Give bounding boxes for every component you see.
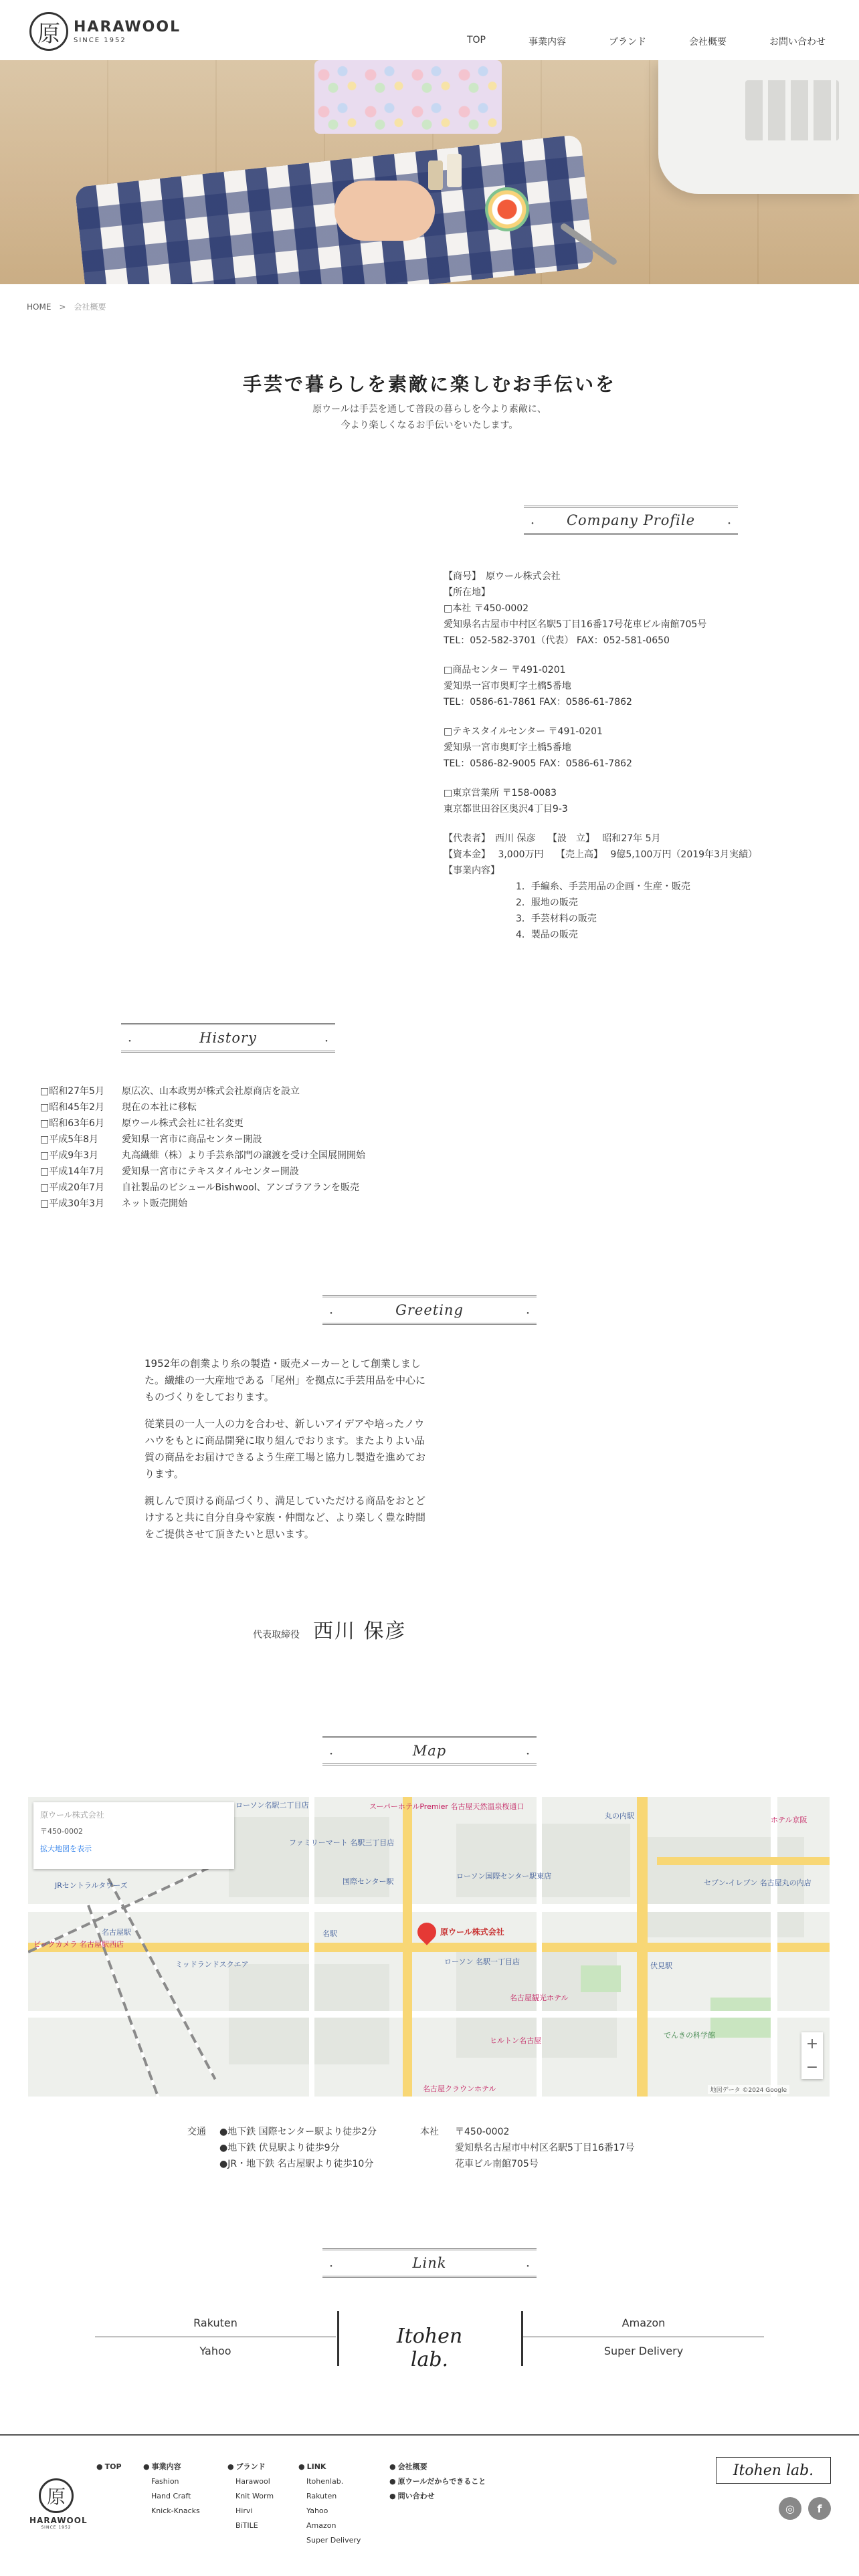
list-item: □平成30年3月 ネット販売開始	[40, 1198, 187, 1209]
profile-line: 愛知県一宮市奥町字土橋5番地	[444, 681, 571, 691]
list-item: 1．手編糸、手芸用品の企画・生産・販売	[516, 881, 690, 892]
logo-name: HARAWOOL	[74, 19, 181, 35]
nav-contact[interactable]: お問い合わせ	[769, 37, 826, 47]
footer-link[interactable]: Hand Craft	[151, 2492, 191, 2500]
logo-mark: 原	[29, 12, 68, 51]
page-catch-text: 原ウールは手芸を通して普段の暮らしを今より素敵に、 今より楽しくなるお手伝いをいたします。	[312, 404, 547, 431]
footer-itohen-button[interactable]: Itohen lab.	[716, 2457, 831, 2484]
list-item: □平成14年7月 愛知県一宮市にテキスタイルセンター開設	[40, 1166, 299, 1177]
thread-spool	[428, 160, 443, 190]
google-map[interactable]	[28, 1797, 830, 2097]
profile-line: 【代表者】 西川 保彦 【設 立】 昭和27年 5月	[444, 833, 661, 844]
footer-link[interactable]: BiTILE	[235, 2521, 258, 2530]
link-yahoo[interactable]: Yahoo	[199, 2345, 231, 2357]
profile-line: TEL：052-582-3701（代表） FAX：052-581-0650	[444, 635, 670, 646]
zoom-in-button[interactable]: +	[805, 2036, 819, 2052]
map-credit: 地図データ ©2024 Google	[708, 2085, 789, 2094]
link-rakuten[interactable]: Rakuten	[193, 2317, 237, 2329]
map-label: 伏見駅	[650, 1961, 672, 1970]
access-line: ●地下鉄 国際センター駅より徒歩2分	[219, 2127, 377, 2137]
external-links	[95, 2311, 764, 2370]
site-logo[interactable]	[29, 12, 181, 51]
breadcrumb-home[interactable]: HOME	[27, 302, 52, 312]
access-info	[187, 2124, 635, 2172]
profile-line: 【資本金】 3,000万円 【売上高】 9億5,100万円（2019年3月実績）	[444, 849, 757, 860]
global-nav	[424, 35, 826, 48]
map-card-address: 〒450-0002	[40, 1827, 83, 1836]
section-title-history: ・ History ・	[121, 1023, 335, 1053]
breadcrumb-current: 会社概要	[74, 302, 106, 312]
map-card-title: 原ウール株式会社	[40, 1810, 104, 1820]
map-label: ミッドランドスクエア	[175, 1960, 249, 1969]
footer-link[interactable]: Harawool	[235, 2477, 270, 2486]
greeting-paragraph: 1952年の創業より糸の製造・販売メーカーとして創業しました。繊維の一大産地である「尾州」を拠点に手芸用品を中心にものづくりをしております。	[145, 1358, 426, 1403]
map-label: スーパーホテルPremier 名古屋天然温泉桜通口	[369, 1802, 524, 1811]
section-title-greeting: ・ Greeting ・	[322, 1295, 537, 1325]
section-title-map: ・ Map ・	[322, 1736, 537, 1765]
section-title-profile: ・ Company Profile ・	[524, 506, 738, 535]
thread-spool	[447, 154, 462, 187]
nav-top[interactable]: TOP	[466, 35, 486, 45]
hero-image	[0, 60, 859, 284]
link-super-delivery[interactable]: Super Delivery	[603, 2345, 684, 2357]
site-footer	[0, 2434, 859, 2576]
map-label: 名古屋観光ホテル	[510, 1994, 569, 2002]
footer-logo[interactable]: 原 HARAWOOL SINCE 1952	[29, 2478, 83, 2530]
footer-link-can[interactable]: ● 原ウールだからできること	[389, 2474, 486, 2489]
chevron-right-icon: >	[59, 302, 66, 312]
profile-line: 愛知県一宮市奥町字土橋5番地	[444, 742, 571, 753]
map-label: セブン-イレブン 名古屋丸の内店	[704, 1879, 812, 1887]
profile-line: TEL：0586-82-9005 FAX：0586-61-7862	[444, 758, 632, 769]
list-item: □平成20年7月 自社製品のビシュールBishwool、アンゴラアランを販売	[40, 1182, 360, 1193]
breadcrumb	[27, 301, 106, 312]
list-item: 2．服地の販売	[516, 897, 578, 908]
map-label: ローソン 名駅一丁目店	[444, 1957, 520, 1966]
map-label: 名古屋クラウンホテル	[423, 2084, 496, 2093]
map-label: ファミリーマート 名駅三丁目店	[289, 1838, 395, 1847]
access-line: ●JR・地下鉄 名古屋駅より徒歩10分	[219, 2159, 374, 2169]
map-info-card	[33, 1802, 234, 1869]
map-label: JRセントラルタワーズ	[55, 1881, 128, 1890]
profile-line: □商品センター 〒491-0201	[444, 665, 566, 675]
address-line: 愛知県名古屋市中村区名駅5丁目16番17号	[455, 2143, 635, 2153]
access-line: ●地下鉄 伏見駅より徒歩9分	[219, 2143, 340, 2153]
map-enlarge-link[interactable]: 拡大地図を表示	[40, 1844, 92, 1853]
list-item: □平成5年8月 愛知県一宮市に商品センター開設	[40, 1134, 262, 1145]
footer-link-top[interactable]: ● TOP	[96, 2460, 122, 2474]
greeting-text	[145, 1356, 425, 1553]
site-header	[0, 0, 859, 60]
pin-cushion	[485, 187, 529, 231]
map-label: 国際センター駅	[343, 1877, 394, 1886]
map-zoom-control	[801, 2032, 823, 2079]
page-catch-title: 手芸で暮らしを素敵に楽しむお手伝いを	[242, 373, 616, 395]
greeting-paragraph: 親しんで頂ける商品づくり、満足していただける商品をおとどけすると共に自分自身や家族・仲間など、より楽しく豊な時間をご提供させて頂きたいと思います。	[145, 1495, 426, 1540]
footer-link[interactable]: Super Delivery	[306, 2536, 361, 2545]
history-list	[40, 1083, 365, 1212]
profile-line: 愛知県名古屋市中村区名駅5丁目16番17号花車ビル南館705号	[444, 619, 707, 630]
greeting-paragraph: 従業員の一人一人の力を合わせ、新しいアイデアや培ったノウハウをもとに商品開発に取り組んでおります。またよりよい品質の商品をお届けできるよう生産工場と協力し製造を進めております。	[145, 1418, 426, 1480]
company-profile	[444, 568, 818, 943]
link-amazon[interactable]: Amazon	[622, 2317, 666, 2329]
nav-business[interactable]: 事業内容	[529, 37, 566, 47]
zoom-out-button[interactable]: −	[805, 2059, 819, 2076]
sewing-machine	[658, 60, 859, 194]
map-marker-label: 原ウール株式会社	[440, 1927, 504, 1937]
profile-line: □テキスタイルセンター 〒491-0201	[444, 726, 603, 737]
map-label: 名駅	[322, 1929, 337, 1938]
footer-link[interactable]: Yahoo	[306, 2506, 328, 2515]
greeting-signature	[253, 1614, 407, 1644]
list-item: □平成9年3月 丸高繊維（株）より手芸糸部門の譲渡を受け全国展開開始	[40, 1150, 365, 1161]
footer-link-business[interactable]: ● 事業内容	[143, 2460, 200, 2474]
map-label: 名古屋駅	[102, 1928, 131, 1937]
footer-link[interactable]: Knick-Knacks	[151, 2506, 200, 2515]
nav-company[interactable]: 会社概要	[689, 37, 727, 47]
map-label: ホテル京阪	[771, 1816, 807, 1824]
address-line: 花車ビル南館705号	[455, 2159, 539, 2169]
profile-line: □本社 〒450-0002	[444, 603, 529, 614]
list-item: 3．手芸材料の販売	[516, 914, 597, 924]
footer-link-link[interactable]: ● LINK	[298, 2460, 361, 2474]
logo-since: SINCE 1952	[74, 37, 126, 44]
facebook-icon[interactable]: f	[808, 2497, 831, 2520]
address-label: 本社	[420, 2127, 439, 2137]
profile-line: TEL：0586-61-7861 FAX：0586-61-7862	[444, 697, 632, 708]
instagram-icon[interactable]: ◎	[779, 2497, 801, 2520]
business-list	[444, 879, 818, 943]
profile-line: 東京都世田谷区奥沢4丁目9-3	[444, 804, 568, 815]
map-label: 丸の内駅	[605, 1812, 634, 1820]
signature-name: 西川 保彦	[313, 1620, 407, 1643]
floral-box	[314, 60, 502, 134]
footer-link-brand[interactable]: ● ブランド	[227, 2460, 274, 2474]
map-label: ビックカメラ 名古屋駅西店	[33, 1940, 124, 1949]
list-item: □昭和63年6月 原ウール株式会社に社名変更	[40, 1118, 244, 1129]
footer-link[interactable]: Knit Worm	[235, 2492, 274, 2500]
footer-link[interactable]: Rakuten	[306, 2492, 337, 2500]
access-label: 交通	[187, 2127, 206, 2137]
map-label: でんきの科学館	[664, 2031, 715, 2040]
map-label: ヒルトン名古屋	[490, 2036, 541, 2045]
list-item: 4．製品の販売	[516, 930, 578, 940]
list-item: □昭和27年5月 原広次、山本政男が株式会社原商店を設立	[40, 1086, 300, 1097]
footer-link-contact[interactable]: ● 問い合わせ	[389, 2489, 486, 2504]
map-label: ローソン名駅二丁目店	[235, 1801, 309, 1810]
list-item: □昭和45年2月 現在の本社に移転	[40, 1102, 197, 1113]
link-itohen-lab[interactable]: Itohen lab.	[396, 2325, 463, 2371]
profile-line: 【商号】 原ウール株式会社	[444, 571, 561, 582]
footer-link[interactable]: Amazon	[306, 2521, 337, 2530]
nav-brand[interactable]: ブランド	[609, 37, 646, 47]
signature-role: 代表取締役	[253, 1630, 300, 1640]
footer-link[interactable]: Fashion	[151, 2477, 179, 2486]
footer-link[interactable]: Itohenlab.	[306, 2477, 344, 2486]
address-line: 〒450-0002	[455, 2127, 510, 2137]
map-marker-icon[interactable]	[413, 1919, 440, 1945]
section-title-link: ・ Link ・	[322, 2248, 537, 2278]
footer-link[interactable]: Hirvi	[235, 2506, 253, 2515]
profile-line: 【所在地】	[444, 587, 490, 598]
footer-link-company[interactable]: ● 会社概要	[389, 2460, 486, 2474]
profile-line: 【事業内容】	[444, 865, 500, 876]
hands	[335, 181, 435, 241]
profile-line: □東京営業所 〒158-0083	[444, 788, 557, 798]
map-label: ローソン国際センター駅東店	[456, 1872, 552, 1881]
